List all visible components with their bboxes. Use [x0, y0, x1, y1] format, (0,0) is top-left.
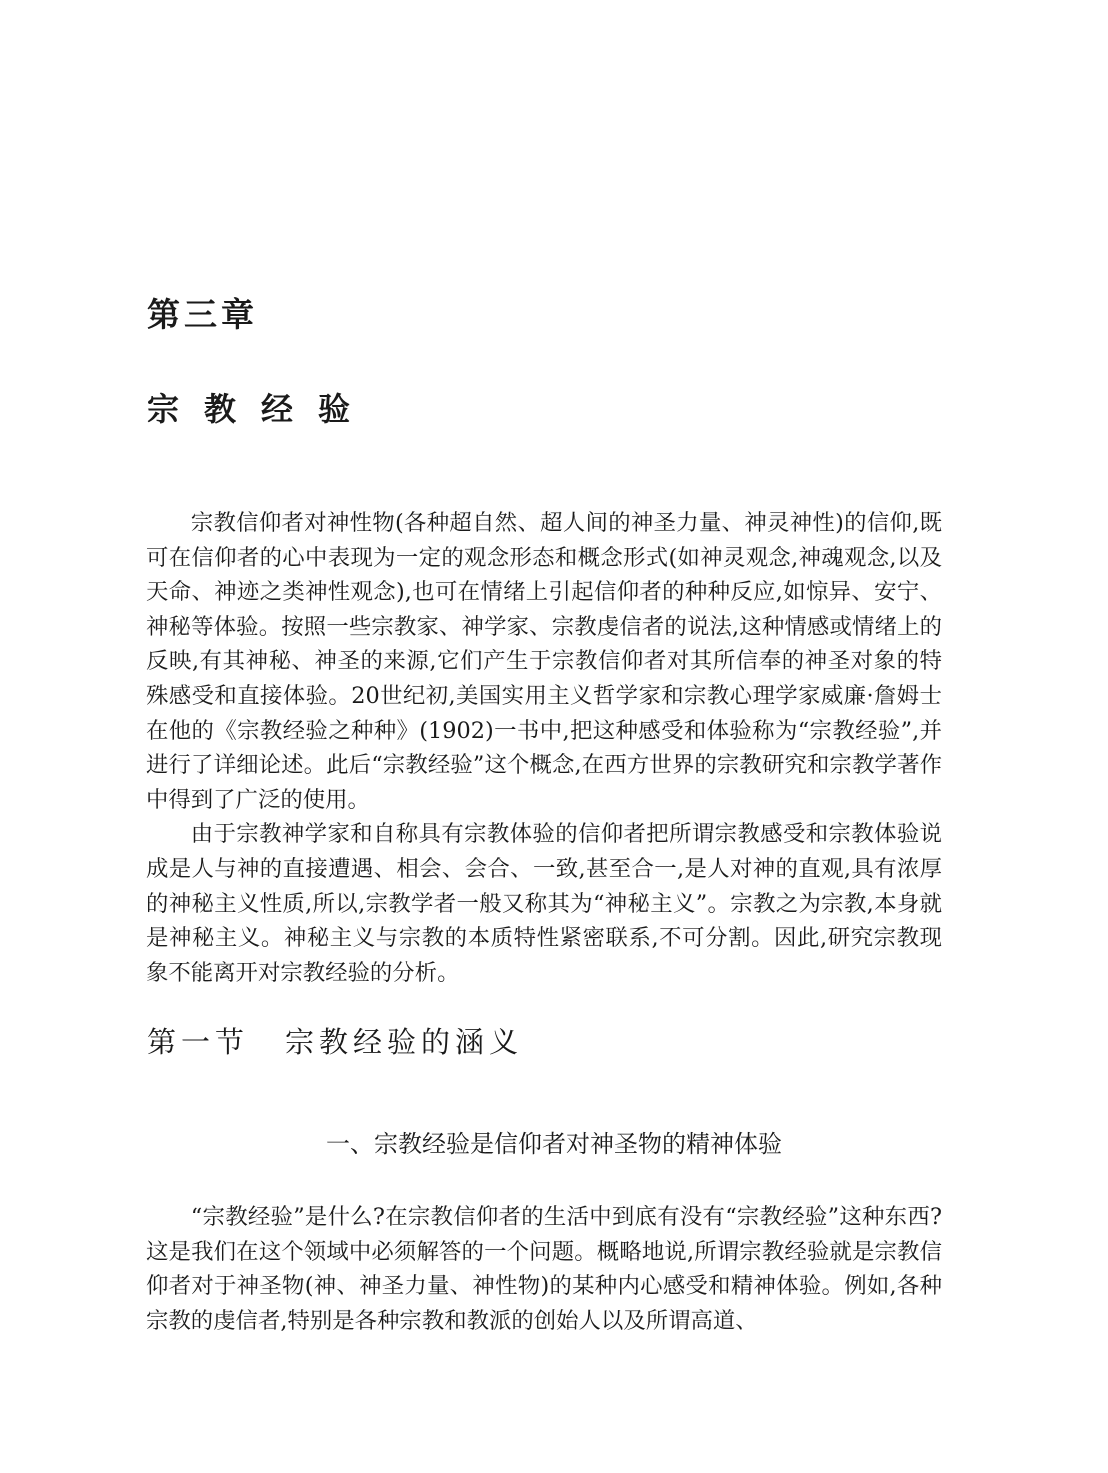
- chapter-title: 宗教经验: [147, 390, 376, 428]
- chapter-number: 第三章: [147, 295, 258, 334]
- subsection-heading: 一、宗教经验是信仰者对神圣物的精神体验: [326, 1130, 782, 1158]
- section-body: [146, 1200, 942, 1338]
- section-title: 宗教经验的涵义: [285, 1025, 524, 1059]
- section-heading: [147, 1025, 523, 1060]
- intro-paragraph-2: 由于宗教神学家和自称具有宗教体验的信仰者把所谓宗教感受和宗教体验说成是人与神的直接遭遇、相会、会合、一致,甚至合一,是人对神的直观,具有浓厚的神秘主义性质,所以,宗教学者一般又称其为“神秘主义”。宗教之为宗教,本身就是神秘主义。神秘主义与宗教的本质特性紧密联系,不可分割。因此,研究宗教现象不能离开对宗教经验的分析。: [146, 821, 942, 986]
- chapter-intro: [146, 506, 942, 990]
- body-paragraph-1: “宗教经验”是什么?在宗教信仰者的生活中到底有没有“宗教经验”这种东西?这是我们在这个领域中必须解答的一个问题。概略地说,所谓宗教经验就是宗教信仰者对于神圣物(神、神圣力量、神性物)的某种内心感受和精神体验。例如,各种宗教的虔信者,特别是各种宗教和教派的创始人以及所谓高道、: [146, 1204, 942, 1334]
- section-number: 第一节: [147, 1025, 250, 1059]
- intro-paragraph-1: 宗教信仰者对神性物(各种超自然、超人间的神圣力量、神灵神性)的信仰,既可在信仰者的心中表现为一定的观念形态和概念形式(如神灵观念,神魂观念,以及天命、神迹之类神性观念),也可在情绪上引起信仰者的种种反应,如惊异、安宁、神秘等体验。按照一些宗教家、神学家、宗教虔信者的说法,这种情感或情绪上的反映,有其神秘、神圣的来源,它们产生于宗教信仰者对其所信奉的神圣对象的特殊感受和直接体验。20世纪初,美国实用主义哲学家和宗教心理学家威廉·詹姆士在他的《宗教经验之种种》(1902)一书中,把这种感受和体验称为“宗教经验”,并进行了详细论述。此后“宗教经验”这个概念,在西方世界的宗教研究和宗教学著作中得到了广泛的使用。: [146, 510, 942, 813]
